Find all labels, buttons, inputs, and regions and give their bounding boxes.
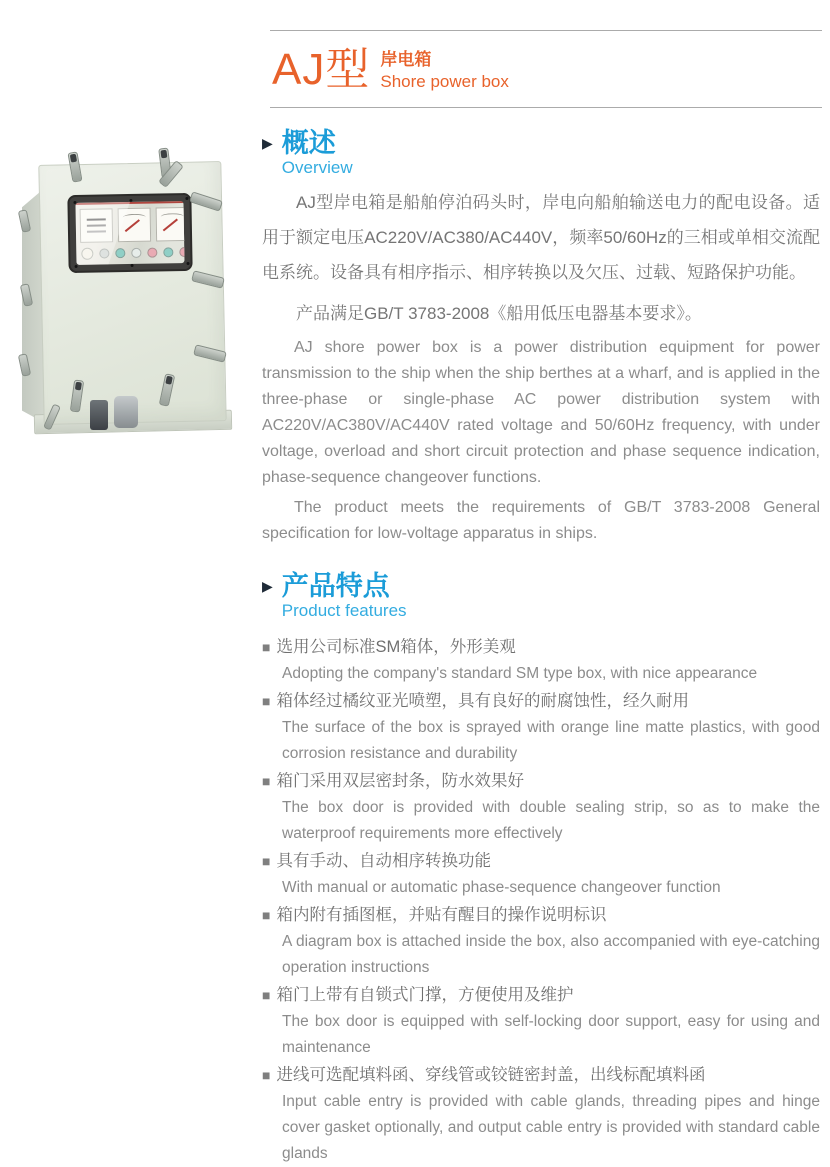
panel-glass bbox=[75, 201, 184, 265]
indicator-light-teal-2 bbox=[163, 247, 173, 257]
feature-item bbox=[262, 981, 820, 1061]
features-header bbox=[262, 571, 820, 621]
feature-text-cn: 选用公司标准SM箱体，外形美观 bbox=[276, 638, 516, 656]
indicator-light-teal bbox=[115, 248, 125, 258]
feature-text-cn: 箱门上带有自锁式门撑，方便使用及维护 bbox=[276, 986, 574, 1004]
feature-item bbox=[262, 767, 820, 847]
feature-text-cn: 箱门采用双层密封条，防水效果好 bbox=[276, 772, 524, 790]
feature-text-en: The box door is equipped with self-locking door support, easy for using and maintenance bbox=[282, 1013, 820, 1056]
feature-text-en: A diagram box is attached inside the box, also accompanied with eye-catching operation instructions bbox=[282, 933, 820, 976]
section-marker-icon: ▶ bbox=[262, 135, 273, 151]
frequency-gauge bbox=[156, 207, 185, 242]
overview-heading-cn: 概述 bbox=[281, 128, 336, 158]
feature-item bbox=[262, 901, 820, 981]
overview-section bbox=[262, 128, 820, 547]
feature-text-cn: 箱体经过橘纹亚光喷塑，具有良好的耐腐蚀性，经久耐用 bbox=[276, 692, 689, 710]
overview-paragraph-en-2: The product meets the requirements of GB/T 3783-2008 General specification for low-voltage apparatus in ships. bbox=[262, 499, 820, 542]
product-title bbox=[272, 44, 509, 96]
feature-bullet-icon: ■ bbox=[262, 693, 271, 709]
features-section bbox=[262, 571, 820, 1167]
features-heading-cn: 产品特点 bbox=[281, 571, 390, 601]
feature-bullet-icon: ■ bbox=[262, 639, 271, 655]
meter-window-panel bbox=[67, 193, 192, 273]
feature-item bbox=[262, 633, 820, 687]
indicator-light-pink bbox=[147, 248, 157, 258]
content-column bbox=[262, 128, 820, 1167]
indicator-light-white bbox=[81, 248, 93, 260]
feature-text-cn: 箱内附有插图框，并贴有醒目的操作说明标识 bbox=[276, 906, 607, 924]
feature-text-en: Adopting the company's standard SM type box, with nice appearance bbox=[282, 665, 758, 682]
feature-text-cn: 进线可选配填料函、穿线管或铰链密封盖，出线标配填料函 bbox=[276, 1066, 706, 1084]
indicator-light-gray bbox=[99, 248, 109, 258]
overview-paragraph-cn-2: 产品满足GB/T 3783-2008《船用低压电器基本要求》。 bbox=[296, 304, 702, 323]
overview-heading-en: Overview bbox=[281, 158, 353, 177]
shore-power-box-photo bbox=[14, 154, 254, 454]
feature-item bbox=[262, 687, 820, 767]
features-list bbox=[262, 633, 820, 1167]
product-name-cn: 岸电箱 bbox=[380, 50, 432, 69]
feature-bullet-icon: ■ bbox=[262, 1067, 271, 1083]
top-divider bbox=[270, 30, 822, 31]
feature-bullet-icon: ■ bbox=[262, 907, 271, 923]
indicator-light-pink-2 bbox=[179, 247, 184, 257]
feature-bullet-icon: ■ bbox=[262, 773, 271, 789]
overview-paragraph-en-1: AJ shore power box is a power distribution equipment for power transmission to the ship when the ship berthes at a wharf, and is applied in the three-phase or single-phase AC power distribution system with AC220V/AC380V/AC440V rated voltage and 50/60Hz frequency, with under voltage, overload and short circuit protection and phase sequence indication, phase-sequence changeover functions. bbox=[262, 339, 820, 486]
feature-text-en: The surface of the box is sprayed with orange line matte plastics, with good corrosion resistance and durability bbox=[282, 719, 820, 762]
feature-text-en: Input cable entry is provided with cable glands, threading pipes and hinge cover gasket optionally, and output cable entry is provided with standard cable glands bbox=[282, 1093, 820, 1162]
indicator-lights bbox=[81, 246, 184, 260]
title-divider bbox=[270, 107, 822, 108]
feature-bullet-icon: ■ bbox=[262, 987, 271, 1003]
feature-text-en: The box door is provided with double sealing strip, so as to make the waterproof requirements more effectively bbox=[282, 799, 820, 842]
feature-text-cn: 具有手动、自动相序转换功能 bbox=[276, 852, 491, 870]
feature-item bbox=[262, 847, 820, 901]
voltmeter-gauge bbox=[80, 208, 114, 243]
product-name-en: Shore power box bbox=[380, 72, 509, 91]
ammeter-gauge bbox=[118, 208, 152, 243]
product-model: AJ型 bbox=[272, 45, 371, 94]
cable-gland-dark bbox=[90, 400, 108, 430]
feature-bullet-icon: ■ bbox=[262, 853, 271, 869]
cable-gland-metal bbox=[114, 396, 138, 428]
indicator-light-clear bbox=[131, 248, 141, 258]
features-heading-en: Product features bbox=[281, 601, 407, 620]
feature-text-en: With manual or automatic phase-sequence changeover function bbox=[282, 879, 721, 896]
section-marker-icon: ▶ bbox=[262, 578, 273, 594]
overview-paragraph-cn-1: AJ型岸电箱是船舶停泊码头时，岸电向船舶输送电力的配电设备。适用于额定电压AC220V/AC380/AC440V，频率50/60Hz的三相或单相交流配电系统。设备具有相序指示、相序转换以及欠压、过载、短路保护功能。 bbox=[262, 193, 820, 282]
feature-item bbox=[262, 1061, 820, 1167]
overview-header bbox=[262, 128, 820, 178]
